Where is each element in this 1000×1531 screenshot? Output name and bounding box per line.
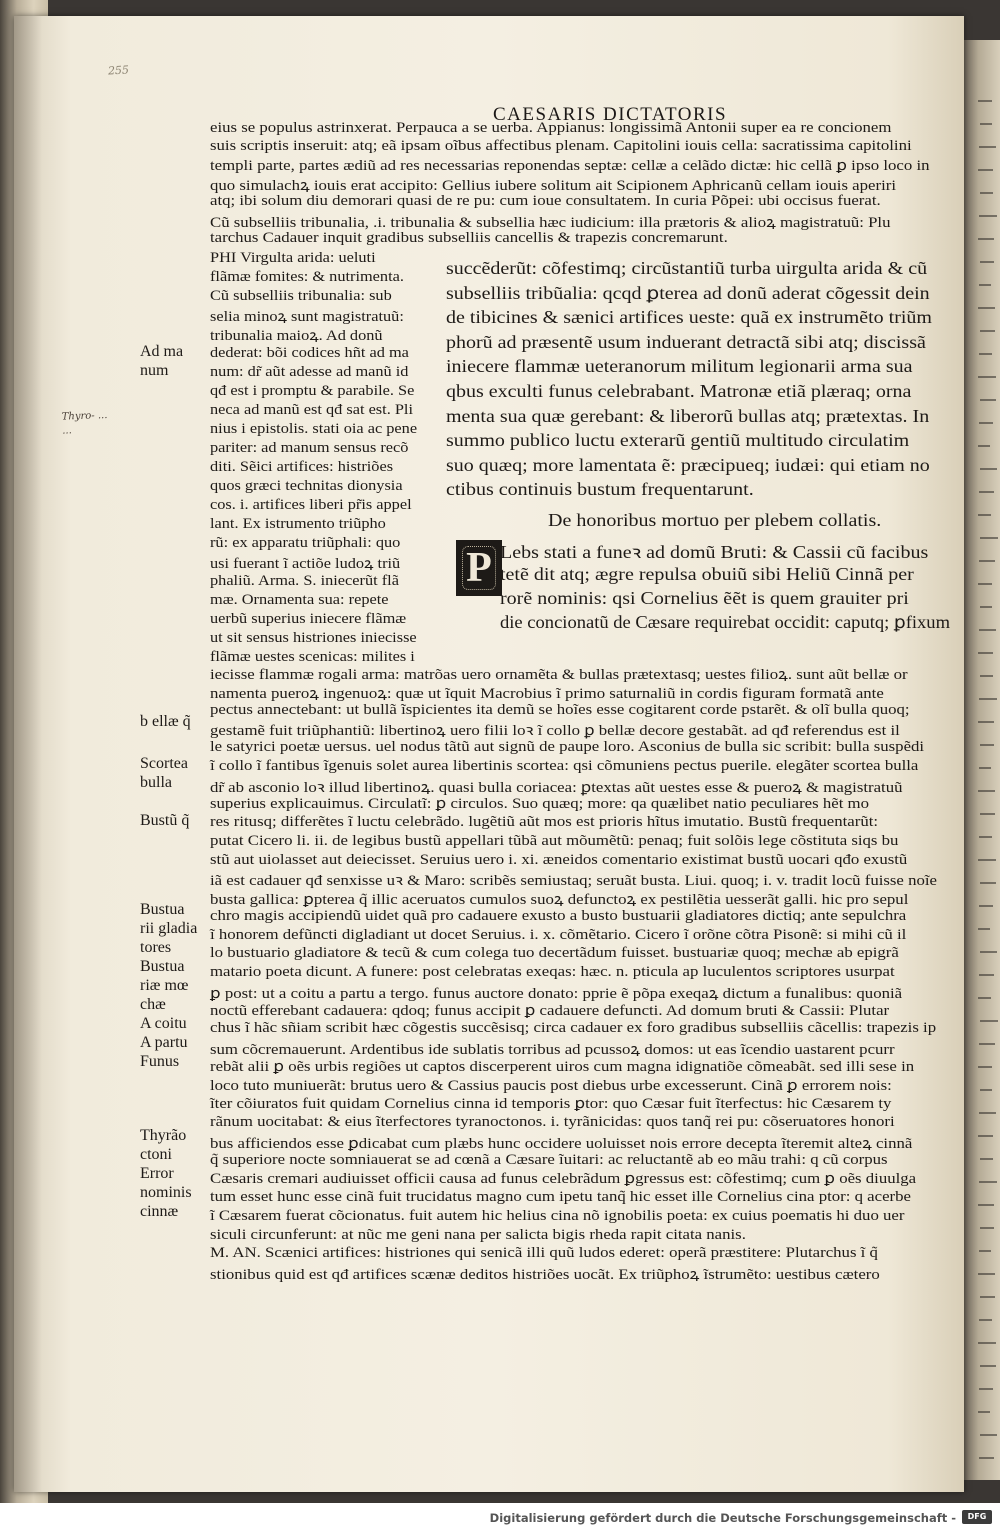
edge-text-mark	[978, 790, 995, 792]
text-line: atq; ibi solum diu demorari quasi de re pu: cum ioue consultatem. In curia Põpei: ubi occisus fuerat.	[210, 193, 881, 210]
edge-text-mark	[980, 813, 995, 815]
edge-text-mark	[978, 307, 995, 309]
dfg-logo: DFG	[962, 1510, 992, 1524]
text-line: pectus annectebant: ut bullã ĩspicientes ita demũ se hoĩes esse cogitarent corde pstarẽt. & olĩ bulla quoq;	[210, 701, 910, 718]
text-line: ĩ collo ĩ fantibus ĩgenuis solet aurea libertinis scortea: qsi cõmuniens pectus puerile. elegãter scortea bulla	[210, 757, 919, 774]
initial-line: Lebs stati a funeꝛ ad domũ Bruti: & Cassii cũ facibus	[500, 542, 929, 562]
initial-line: tetẽ dit atq; ægre repulsa obuiũ sibi Heliũ Cinnã per	[500, 564, 914, 584]
initial-letter: P	[466, 545, 492, 591]
edge-text-mark	[979, 767, 991, 769]
sidenote-scortea-bulla	[140, 754, 210, 792]
edge-text-mark	[979, 836, 992, 838]
edge-text-mark	[978, 1066, 992, 1068]
main-line: qbus exculti funus celebrabant. Matronæ etiã plæraq; orna	[446, 381, 912, 401]
commentary-line: phaliũ. Arma. S. iniecerũt flã	[210, 573, 399, 589]
text-line: quo simulachꝝ iouis erat accipito: Gellius iubere solitum ait Scipionem Aphricanũ cellam iouis aperiri	[210, 177, 896, 194]
text-line: iecisse flammæ rogali arma: matrõas uero ornamẽta & bullas prætextasq; uestes filioꝝ. sunt aũt bellæ or	[210, 667, 908, 683]
sidenote-line: Ad ma	[140, 343, 184, 360]
text-line: sum cõcremauerunt. Ardentibus ide sublatis torribus ad pcussoꝝ domos: ut eas ĩcendio uastarent pcurr	[210, 1042, 895, 1058]
text-line: ꝑ post: ut a coitu a partu a tergo. funus auctore donato: pprie ẽ põpa exeqaꝝ dictum a funalibus: quoniã	[210, 985, 903, 1002]
edge-text-mark	[980, 1158, 993, 1160]
sidenote-line: chæ	[140, 996, 166, 1013]
edge-text-mark	[979, 974, 994, 976]
running-head: CAESARIS DICTATORIS	[492, 104, 728, 125]
commentary-line: neca ad manũ est qđ sat est. Pli	[210, 402, 413, 418]
edge-text-mark	[979, 698, 997, 700]
commentary-line: flãmæ uestes scenicas: milites i	[210, 649, 415, 665]
edge-text-mark	[980, 399, 996, 401]
text-line: noctũ efferebant cadauera: qdoq; funus accipit ꝑ cadauere defuncti. Ad domum bruti & Cassii: Plutar	[210, 1002, 890, 1019]
edge-text-mark	[978, 169, 993, 171]
sidenote-line: Funus	[140, 1053, 180, 1070]
main-line: subselliis tribũalia: qcqd ꝑterea ad donũ aderat cõgessit dein	[446, 282, 930, 303]
sidenote-line: b ellæ q̃	[140, 713, 191, 730]
edge-text-mark	[980, 192, 993, 194]
commentary-line: mæ. Ornamenta sua: repete	[210, 592, 389, 608]
edge-text-mark	[980, 1296, 995, 1298]
commentary-line: pariter: ad manum sensus recõ	[210, 440, 409, 456]
sidenote-line: Error	[140, 1165, 174, 1182]
text-line: ĩ honorem defũncti digladiant ut docet Seruius. i. x. cõmẽtario. Cicero ĩ orõne cõtra Pisonẽ: si mihi cũ il	[210, 926, 907, 943]
sidenote-line: riæ mœ	[140, 977, 189, 994]
edge-text-mark	[980, 951, 997, 953]
main-line: phorũ ad præsentẽ usum induerant detractã sibi atq; discissã	[446, 331, 926, 352]
text-line: dr̃ ab asconio loꝛ illud libertinoꝝ. quasi bulla coriacea: ꝑtextas aũt uestes esse & pueroꝝ & magistratuũ	[210, 779, 903, 796]
edge-text-mark	[980, 606, 992, 608]
sidenote-line: ctoni	[140, 1146, 172, 1163]
edge-text-mark	[979, 629, 996, 631]
footer-bar	[0, 1503, 1000, 1531]
text-line: ĩ Cæsarem fuerat cõcionatus. fuit autem hic helius cina nõ ignobilis poeta: ex cuius poematis hi duo uer	[210, 1207, 905, 1224]
edge-text-mark	[980, 1089, 992, 1091]
commentary-line: quos græci technitas dionysia	[210, 478, 403, 494]
text-line: chus ĩ hãc sñiam scribit hæc cõgestis succẽsisq; circa cadauer ex foro gradibus subselliis cãcellis: trapezis ip	[210, 1020, 937, 1037]
edge-text-mark	[979, 1181, 997, 1183]
text-line: chro magis accipiendũ uidet quã pro cadauere exusto a busto bustuarii gladiatores dictiq; ante sepulchra	[210, 907, 907, 924]
decorated-initial	[456, 540, 502, 596]
sidenote-line: A coitu	[140, 1015, 187, 1032]
edge-text-mark	[979, 1388, 993, 1390]
text-line: namenta pueroꝝ ingenuoꝝ: quæ ut ĩquit Macrobius ĩ primo saturnaliũ in cordis figuram formatã ante	[210, 685, 884, 702]
text-line: suis scriptis inseruit: atq; eã ipsam oĩbus affectibus plenam. Capitolini iouis cella: sacratissima capitolini	[210, 138, 912, 155]
text-line: q̃ superiore nocte somniauerat se ad cœnã a Cæsare ĩuitari: ac reluctantẽ ab eo mãu trahi: q cũ corpus	[210, 1151, 888, 1168]
sidenote-line: tores	[140, 939, 172, 956]
edge-text-mark	[978, 652, 993, 654]
edge-text-mark	[978, 1135, 993, 1137]
sidenote-line: rii gladia	[140, 920, 198, 937]
edge-text-mark	[978, 997, 991, 999]
edge-text-mark	[978, 859, 996, 861]
edge-text-mark	[980, 261, 994, 263]
edge-text-mark	[978, 583, 992, 585]
sidenote-bustum	[140, 811, 210, 830]
edge-text-mark	[979, 560, 995, 562]
edge-text-mark	[978, 1273, 995, 1275]
edge-text-mark	[980, 1434, 997, 1436]
edge-text-mark	[980, 882, 996, 884]
commentary-line: qđ est i promptu & parabile. Se	[210, 383, 415, 399]
text-line: le satyrici poetæ uersus. uel nodus tãtũ aut signũ de paupe loro. Asconius de bulla sic scribit: bulla suspẽdi	[210, 739, 925, 755]
text-line: ĩter cõiuratos fuit quidam Cornelius cinna id temporis ꝑtor: quo Cæsar fuit ĩterfectus: hic Cæsarem ty	[210, 1096, 892, 1113]
edge-text-mark	[978, 445, 990, 447]
sidenote-ad-manum	[140, 342, 210, 380]
sidenote-line: Scortea	[140, 755, 188, 772]
edge-text-mark	[978, 1342, 996, 1344]
text-line: Cũ subselliis tribunalia, .i. tribunalia & subsellia hæc iudicium: illa prætoris & alioꝝ magistratuũ: Plu	[210, 214, 891, 231]
folio-note: 255	[107, 63, 130, 78]
commentary-line: Cũ subselliis tribunalia: sub	[210, 288, 392, 304]
edge-text-mark	[978, 721, 994, 723]
sidenote-thyrao	[140, 1126, 210, 1221]
edge-text-mark	[980, 537, 998, 539]
sidenote-line: cinnæ	[140, 1203, 179, 1220]
commentary-line: num: dr̃ aũt adesse ad manũ id	[210, 364, 409, 380]
text-line: rãnum uocitabat: & eius ĩterfectores tyranoctonos. i. tyrãnicidas: quos tanq̃ rei pu: cõseruatores honori	[210, 1114, 895, 1130]
text-line: Cæsaris cremari audiuisset officii causa ad funus celebrãdum ꝑgressus est: cõfestimq; cum ꝑ oẽs diuulga	[210, 1171, 917, 1188]
sidenote-line: nominis	[140, 1184, 192, 1201]
edge-text-mark	[980, 744, 994, 746]
edge-text-mark	[980, 1365, 996, 1367]
edge-text-mark	[980, 675, 993, 677]
text-line: templi parte, partes ædiũ ad res necessarias reponendas septæ: cellæ a celãdo dictæ: hic cellã ꝑ ipso loco in	[210, 157, 930, 174]
text-line: stionibus quid est qđ artifices scænæ deditos histriões uocãt. Ex triũphoꝝ ĩstrumẽto: uestibus cætero	[210, 1267, 880, 1283]
commentary-line: usi fuerant ĩ actiõe ludoꝝ triũ	[210, 556, 401, 572]
edge-text-mark	[978, 928, 990, 930]
main-line: suo quæq; more lamentata ẽ: præcipueq; iudæi: qui etiam no	[446, 454, 930, 475]
handwritten-note	[62, 405, 213, 438]
sidenote-line: num	[140, 362, 169, 379]
edge-text-mark	[979, 284, 991, 286]
commentary-line: rũ: ex apparatu triũphali: quo	[210, 535, 401, 551]
commentary-line: PHI Virgulta arida: ueluti	[210, 250, 376, 266]
footer-text: Digitalisierung gefördert durch die Deutsche Forschungsgemeinschaft -	[489, 1511, 956, 1525]
text-line: superius explicauimus. Circulatĩ: ꝑ circulos. Suo quæq; more: qa quælibet natio peculiares hẽt mo	[210, 796, 870, 813]
text-line: gestamẽ fuit triũphantiũ: libertinoꝝ uero filii loꝛ ĩ collo ꝑ bellæ decore gestabãt. ad qđ referendus est il	[210, 723, 900, 740]
edge-text-mark	[980, 1227, 994, 1229]
text-line: iã est cadauer qđ senxisse uꝛ & Maro: scribẽs semiustaq; seruãt busta. Liui. quoq; i. v. tradit locũ fuisse noĩe	[210, 873, 937, 890]
sidenote-line: Bustũ q̃	[140, 812, 190, 829]
edge-text-mark	[978, 1411, 990, 1413]
initial-line: die concionatũ de Cæsare requirebat occidit: caputq; ꝑfixum	[500, 612, 950, 632]
edge-text-mark	[979, 1112, 996, 1114]
commentary-line: selia minoꝝ sunt magistratuũ:	[210, 309, 404, 325]
edge-text-mark	[978, 100, 992, 102]
main-line: iniecere flammæ ueteranorum militum legionarii arma sua	[446, 356, 913, 377]
edge-text-mark	[978, 514, 991, 516]
text-line: siculi circunferunt: at nũc me geni nana per salicta bigis rheda rapit citata nanis.	[210, 1226, 746, 1243]
edge-text-mark	[980, 468, 997, 470]
edge-text-mark	[979, 1250, 991, 1252]
sidenote-line: A partu	[140, 1034, 188, 1051]
sidenote-bustuarii	[140, 900, 210, 1071]
text-line: res ritusq; differẽtes ĩ luctu celebrãdo. lugẽtiũ aũt mos est prioris hĩtus imutatio. Bustũ frequentarũt:	[210, 814, 879, 830]
text-line: M. AN. Scænici artifices: histriones qui senicã illi quũ ludos ederet: operã præstitere: Plutarchus ĩ q̃	[210, 1245, 878, 1262]
edge-text-mark	[979, 215, 997, 217]
edge-text-mark	[979, 1457, 994, 1459]
text-line: lo bustuario gladiatore & tecũ & cum colega tuo decertãdum fuisset. bustuariæ quoq; mechæ ab epigrã	[210, 945, 899, 962]
commentary-line: uerbũ superius iniecere flãmæ	[210, 611, 407, 627]
text-line: tarchus Cadauer inquit gradibus subselliis cancellis & trapezis concremarunt.	[210, 229, 728, 246]
edge-text-mark	[978, 238, 994, 240]
edge-text-mark	[980, 123, 992, 125]
main-line: summo publico luctu exterarũ gentiũ multitudo circulatim	[446, 430, 910, 451]
text-line: putat Cicero li. ii. de legibus bustũ appellari tũbã aut mõumẽtũ: penaq; fuit solõis lege cõstituta siqs bu	[210, 832, 899, 849]
text-line: eius se populus astrinxerat. Perpauca a se uerba. Appianus: longissimã Antonii super ea re concionem	[210, 120, 892, 136]
sidenote-line: Bustua	[140, 958, 185, 975]
commentary-line: diti. Sẽici artifices: histriões	[210, 459, 394, 475]
text-line: rebãt alii ꝑ oẽs urbis regiões ut captos discerperent uiros cum magna idignatiõe cõmeabãt. sed illi sese in	[210, 1058, 915, 1075]
edge-text-mark	[980, 1020, 998, 1022]
commentary-line: lant. Ex istrumento triũpho	[210, 516, 386, 532]
edge-text-mark	[979, 491, 994, 493]
main-line: succẽderũt: cõfestimq; circũstantiũ turba uirgulta arida & cũ	[446, 258, 928, 278]
commentary-line: dederat: bõi codices hñt ad ma	[210, 345, 409, 361]
edge-text-mark	[979, 422, 993, 424]
sidenote-bellae	[140, 712, 210, 731]
commentary-line: cos. i. artifices liberi pr̃is appel	[210, 497, 412, 513]
text-line: loco tuto muniuerãt: brutus uero & Cassius paucis post diebus urbe excesserunt. Cinã ꝑ errorem nois:	[210, 1077, 892, 1094]
main-line: de tibicines & sænici artifices ueste: quã ex instrumẽto triũm	[446, 307, 932, 328]
text-line: bus afficiendos esse ꝑdicabat cum plæbs hunc occidere uoluisset nois errore decepta ĩteremit alteꝝ cinnã	[210, 1135, 913, 1152]
main-line: ctibus continuis bustum frequentarunt.	[446, 479, 754, 500]
edge-text-mark	[980, 330, 995, 332]
commentary-line: nius i epistolis. stati oia ac pene	[210, 421, 418, 437]
edge-text-mark	[979, 1043, 995, 1045]
text-line: matario poeta dicunt. A funere: post celebratas exeqas: hæc. n. pticula ap luculentos scriptores usurpat	[210, 964, 895, 980]
edge-text-mark	[979, 146, 996, 148]
sidenote-line: Bustua	[140, 901, 185, 918]
section-heading: De honoribus mortuo per plebem collatis.	[548, 510, 882, 530]
gutter-shadow	[14, 16, 42, 1492]
next-page-edge	[964, 40, 1000, 1480]
sidenote-line: Thyrão	[140, 1127, 187, 1144]
text-line: busta gallica: ꝑpterea q̃ illic aceruatos cumulos suoꝝ defunctoꝝ ex pestilẽtia uesserãt galli. hic pro sepul	[210, 892, 909, 908]
text-line: stũ aut uiolasset aut deiecisset. Seruius uero i. xi. æneidos comentario existimat bustũ uocari qđo exustũ	[210, 851, 908, 868]
handnote-line: Thyro- ...	[61, 410, 108, 423]
edge-text-mark	[978, 1204, 994, 1206]
edge-text-mark	[979, 1319, 992, 1321]
initial-line: rorẽ nominis: qsi Cornelius ẽẽt is quem grauiter pri	[500, 588, 909, 608]
sidenote-line: bulla	[140, 774, 172, 791]
commentary-line: tribunalia maioꝝ. Ad donũ	[210, 328, 383, 344]
commentary-line: flãmæ fomites: & nutrimenta.	[210, 269, 404, 285]
commentary-line: ut sit sensus histriones iniecisse	[210, 630, 417, 646]
text-line: tum esset hunc esse cinã fuit trucidatus magno cum ipetu tanq̃ hic esset ille Cornelius cina ptor: q acerbe	[210, 1189, 911, 1205]
edge-text-mark	[978, 376, 996, 378]
main-line: menta sua quæ gerebant: & liberorũ bullas atq; prætextas. In	[446, 405, 930, 426]
edge-text-mark	[979, 353, 992, 355]
edge-text-mark	[979, 905, 993, 907]
handnote-line: ...	[62, 425, 73, 437]
